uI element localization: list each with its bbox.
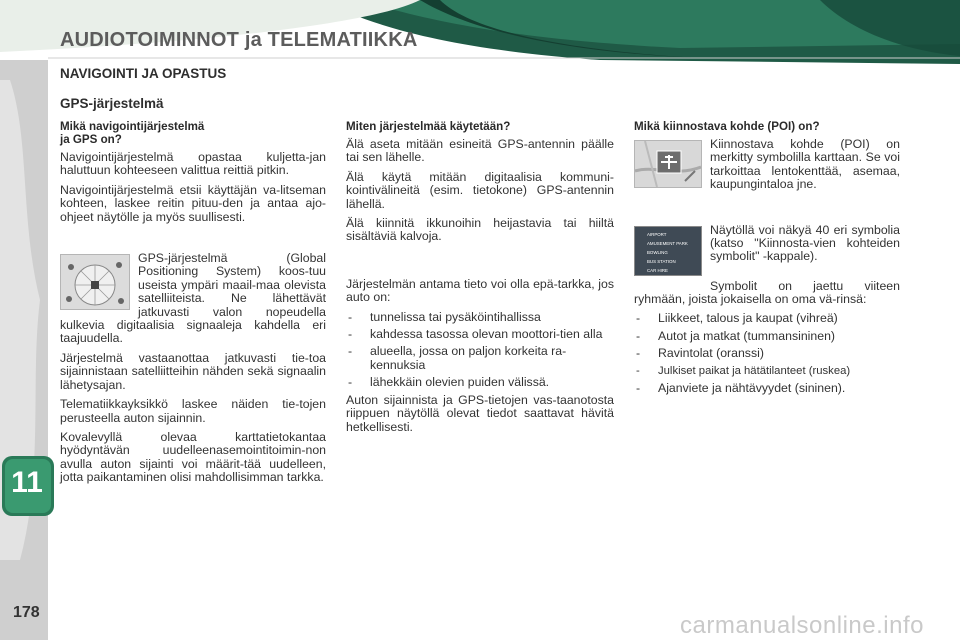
poi-list-item: BOWLING [647,249,668,255]
poi-list-item: AIRPORT [647,231,667,237]
list-item: - Julkiset paikat ja hätätilanteet (ruskea) [634,365,900,378]
column-usage [346,120,614,440]
col3-heading: Mikä kiinnostava kohde (POI) on? [634,120,820,133]
poi-color-groups-list [634,312,900,395]
list-item: - lähekkäin olevien puiden välissä. [346,376,614,389]
col1-heading: Mikä navigointijärjestelmä ja GPS on? [60,120,205,146]
poi-list-screen-illustration [634,226,702,276]
col1-paragraph: Navigointijärjestelmä opastaa kuljetta-jan haluttuun kohteeseen valittua reittiä pitkin. [60,150,326,178]
column-gps-intro [60,120,326,491]
poi-list-item: AMUSEMENT PARK [647,240,688,246]
col2-paragraph: Älä käytä mitään digitaalisia kommuni-kointivälineitä (esim. tietokone) GPS-antennin lähellä. [346,169,614,211]
list-item: - Liikkeet, talous ja kaupat (vihreä) [634,312,900,325]
column-poi [634,120,900,399]
col3-paragraph: Näytöllä voi näkyä 40 eri symbolia (katso "Kiinnosta-vien kohteiden symbolit" -kappale). [710,222,900,264]
col1-paragraph: Kovalevyllä olevaa karttatietokantaa hyödyntävän uudelleenasemointitoimin-non avulla auton sijainti voi määrit-tää uudelleen, jotta paikantaminen olisi mahdollisimman tarkka. [60,429,326,485]
poi-list-item: CAR HIRE [647,267,668,273]
col1-paragraph: GPS-järjestelmä (Global Positioning System) koos-tuu useista ympäri maail-maa olevista satelliiteista. Ne lähettävät jatkuvasti valon nopeudella kulkevia digitaalisia signaaleja kahdella eri taajuudella. [60,251,326,346]
watermark: carmanualsonline.info [680,612,924,639]
col3-paragraph: Symbolit on jaettu viiteen ryhmään, joista jokaisella on oma vä-rinsä: [634,278,900,307]
list-item: - Autot ja matkat (tummansininen) [634,330,900,343]
col2-paragraph: Auton sijainnista ja GPS-tietojen vas-taanotosta riippuen näytöllä olevat tiedot saattavat hävitä hetkellisesti. [346,392,614,434]
page-number: 178 [13,604,40,621]
col2-heading: Miten järjestelmää käytetään? [346,120,511,133]
section-title: NAVIGOINTI JA OPASTUS [60,66,227,81]
col2-paragraph: Älä kiinnitä ikkunoihin heijastavia tai hiiltä sisältäviä kalvoja. [346,216,614,244]
poi-list-item: BUS STATION [647,258,676,264]
list-item: - Ravintolat (oranssi) [634,347,900,360]
gps-satellite-illustration [60,254,130,310]
list-item: - kahdessa tasossa olevan moottori-tien alla [346,328,614,341]
col1-paragraph: Järjestelmä vastaanottaa jatkuvasti tie-toa sijainnistaan satelliitteihin nähden sekä signaalin lähetysajan. [60,350,326,392]
list-item: - alueella, jossa on paljon korkeita ra-kennuksia [346,345,614,372]
col2-paragraph: Järjestelmän antama tieto voi olla epä-tarkka, jos auto on: [346,276,614,305]
col1-paragraph: Telematiikkayksikkö laskee näiden tie-tojen perusteella auton sijainnin. [60,397,326,425]
col2-paragraph: Älä aseta mitään esineitä GPS-antennin päälle tai sen lähelle. [346,137,614,165]
list-item: - Ajanviete ja nähtävyydet (sininen). [634,382,900,395]
chapter-number: 11 [11,466,43,499]
inaccuracy-list [346,311,614,390]
poi-map-icon-illustration [634,140,702,188]
header-title: AUDIOTOIMINNOT ja TELEMATIIKKA [60,29,418,51]
col3-paragraph: Kiinnostava kohde (POI) on merkitty symbolilla karttaan. Se voi tarkoittaa lentokenttää, asemaa, kaupungintaloa jne. [710,137,900,192]
col1-paragraph: Navigointijärjestelmä etsii käyttäjän va-litseman kohteen, laskee reitin pituu-den ja antaa ajo-ohjeet näytölle ja myös suullisesti. [60,182,326,224]
subsection-title: GPS-järjestelmä [60,96,164,111]
list-item: - tunnelissa tai pysäköintihallissa [346,311,614,324]
